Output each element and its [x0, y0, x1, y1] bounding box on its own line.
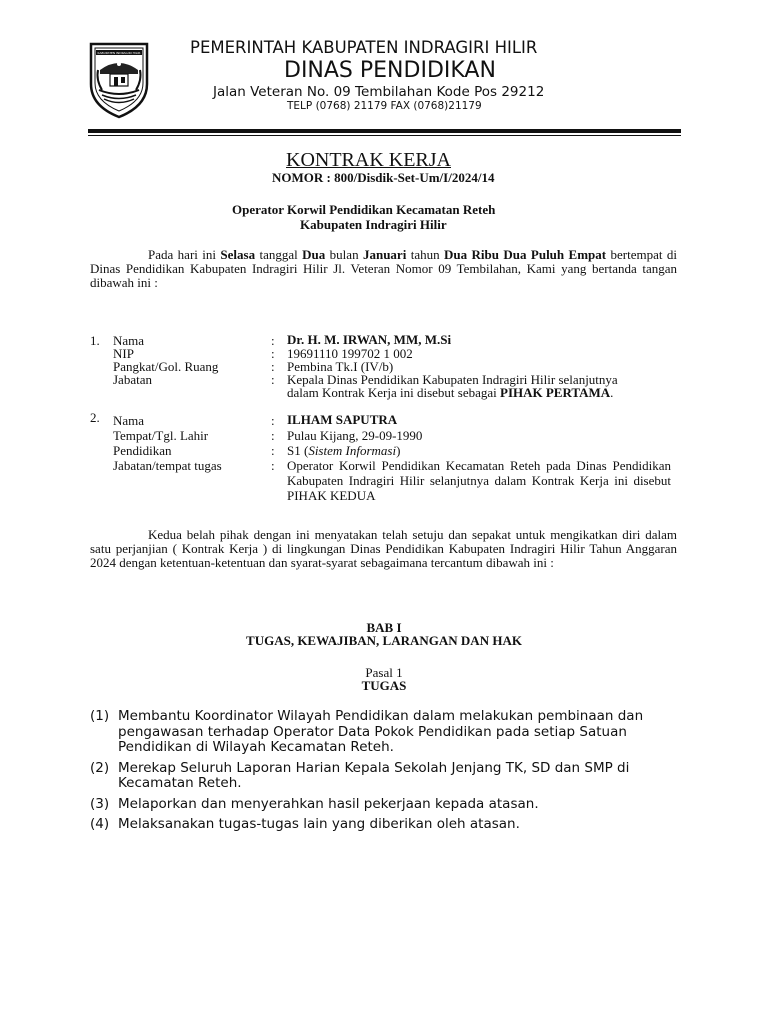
opening-text-3: bulan: [325, 247, 363, 262]
colon: :: [271, 346, 275, 361]
list-item-text: Membantu Koordinator Wilayah Pendidikan dalam melakukan pembinaan dan pengawasan terhadap Operator Data Pokok Pendidikan pada setiap Satuan Pendidikan di Wilayah Kecamatan Reteh.: [118, 708, 644, 755]
party2-birth: Pulau Kijang, 29-09-1990: [287, 428, 423, 443]
list-item-number: (4): [90, 816, 110, 832]
party1-label-rank: Pangkat/Gol. Ruang: [113, 359, 219, 374]
colon: :: [271, 372, 275, 387]
opening-date: Dua: [302, 247, 326, 262]
list-item-text: Merekap Seluruh Laporan Harian Kepala Sekolah Jenjang TK, SD dan SMP di Kecamatan Reteh.: [118, 759, 630, 791]
party2-number: 2.: [90, 410, 100, 425]
opening-text-4: tahun: [406, 247, 444, 262]
document-subtitle-1: Operator Korwil Pendidikan Kecamatan Reteh: [232, 202, 496, 217]
list-item-text: Melaporkan dan menyerahkan hasil pekerjaan kepada atasan.: [118, 795, 539, 812]
logo-banner-text: [98, 51, 141, 55]
agreement-paragraph: [90, 528, 677, 570]
agreement-text: Kedua belah pihak dengan ini menyatakan telah setuju dan sepakat untuk mengikatkan diri dalam satu perjanjian ( Kontrak Kerja ) di lingkungan Dinas Pendidikan Kabupaten Indragiri Hilir Tahun Anggaran 2024 dengan ketentuan-ketentuan dan syarat-syarat sebagaimana tercantum dibawah ini :: [90, 527, 677, 570]
party1-name: Dr. H. M. IRWAN, MM, M.Si: [287, 332, 452, 347]
document-title: KONTRAK KERJA: [286, 149, 451, 171]
colon: :: [271, 458, 275, 473]
party1-rank: Pembina Tk.I (IV/b): [287, 359, 394, 374]
opening-month: Januari: [362, 247, 407, 262]
header-government: PEMERINTAH KABUPATEN INDRAGIRI HILIR: [190, 38, 538, 57]
document-number: NOMOR : 800/Disdik-Set-Um/I/2024/14: [272, 170, 495, 185]
colon: :: [271, 443, 275, 458]
opening-text-2: tanggal: [255, 247, 303, 262]
list-item-number: (2): [90, 759, 110, 776]
opening-text-1: Pada hari ini: [148, 247, 221, 262]
regency-logo-icon: [88, 40, 150, 120]
party2-label-birth: Tempat/Tgl. Lahir: [113, 428, 209, 443]
article-number: Pasal 1: [365, 665, 403, 680]
party1-role-end: .: [610, 385, 614, 400]
party1-label-position: Jabatan: [113, 372, 152, 387]
opening-year: Dua Ribu Dua Puluh Empat: [444, 247, 607, 262]
colon: :: [271, 333, 275, 348]
document-subtitle-2: Kabupaten Indragiri Hilir: [300, 217, 447, 232]
party1-role: PIHAK PERTAMA: [500, 385, 611, 400]
party1-position: Kepala Dinas Pendidikan Kabupaten Indragiri Hilir selanjutnya: [287, 372, 618, 387]
list-item: [90, 817, 680, 833]
list-item-number: (3): [90, 795, 110, 812]
party2-label-name: Nama: [113, 413, 145, 428]
chapter-title: TUGAS, KEWAJIBAN, LARANGAN DAN HAK: [246, 633, 522, 648]
party2-education-prefix: S1 (: [287, 443, 309, 458]
header-divider-thin: [88, 135, 681, 136]
header-department: DINAS PENDIDIKAN: [284, 58, 496, 83]
svg-text:KABUPATEN INDRAGIRI HILIR: KABUPATEN INDRAGIRI HILIR: [97, 51, 141, 55]
list-item-text: Melaksanakan tugas-tugas lain yang diberikan oleh atasan.: [118, 816, 520, 832]
header-divider-thick: [88, 129, 681, 133]
colon: :: [271, 428, 275, 443]
party2-label-education: Pendidikan: [113, 443, 172, 458]
duties-list: [90, 709, 680, 838]
colon: :: [271, 413, 275, 428]
header-address: Jalan Veteran No. 09 Tembilahan Kode Pos 29212: [213, 84, 545, 100]
list-item-number: (1): [90, 708, 110, 724]
opening-paragraph: [90, 248, 677, 290]
party1-number: 1.: [90, 333, 100, 348]
list-item: [90, 709, 680, 756]
party2-label-position: Jabatan/tempat tugas: [113, 458, 222, 473]
chapter-number: BAB I: [366, 620, 402, 635]
opening-day: Selasa: [220, 247, 256, 262]
party1-position-continued: [287, 385, 613, 401]
party2-name: ILHAM SAPUTRA: [287, 412, 398, 427]
party2-education-suffix: ): [396, 443, 401, 458]
list-item: [90, 761, 680, 792]
party1-position-line2: dalam Kontrak Kerja ini disebut sebagai: [287, 385, 500, 400]
colon: :: [271, 359, 275, 374]
party1-nip: 19691110 199702 1 002: [287, 346, 413, 361]
party1-label-nip: NIP: [113, 346, 134, 361]
party1-label-name: Nama: [113, 333, 145, 348]
article-title: TUGAS: [361, 678, 407, 693]
party2-education: [287, 443, 400, 459]
opening-text-5: bertempat di Dinas Pendidikan Kabupaten Indragiri Hilir Jl. Veteran Nomor 09 Tembilahan, Kami yang bertanda tangan dibawah ini :: [90, 247, 677, 290]
header-phone: TELP (0768) 21179 FAX (0768)21179: [287, 100, 482, 112]
party2-position: Operator Korwil Pendidikan Kecamatan Reteh pada Dinas Pendidikan Kabupaten Indragiri Hilir selanjutnya dalam Kontrak Kerja ini disebut PIHAK KEDUA: [287, 458, 671, 503]
party2-education-major: Sistem Informasi: [308, 443, 397, 458]
list-item: [90, 797, 680, 813]
